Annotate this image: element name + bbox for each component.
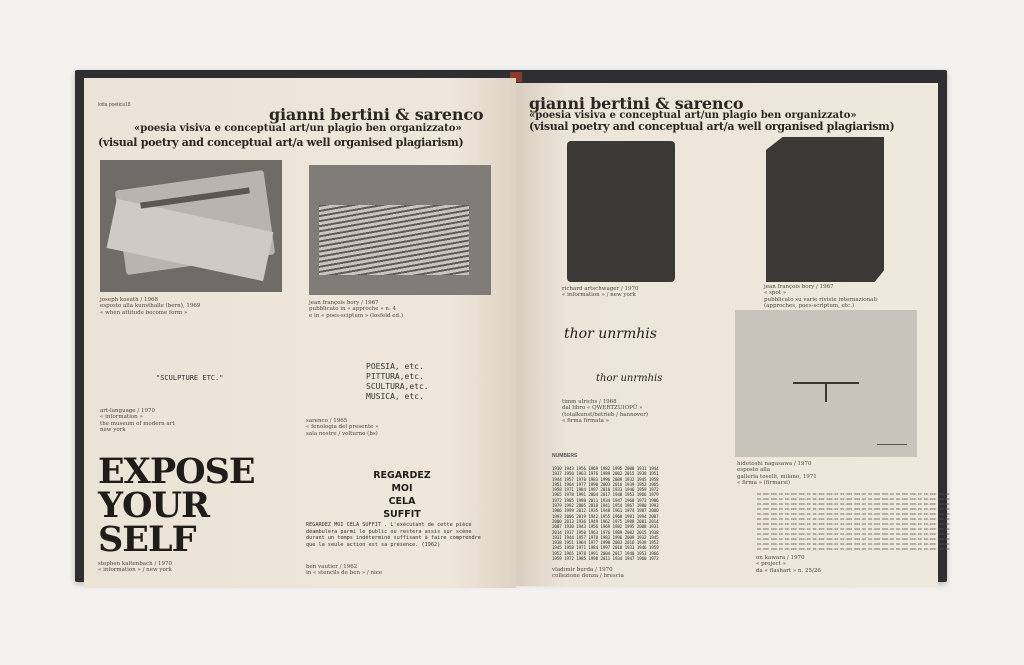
regardez-paragraph: REGARDEZ MOI CELA SUFFIT . L'exécutant de cette pièce déambulera parmi le public ou restera assis sur scène durant un temps indéterminé suffisant à faire comprendre que la seule action est sa présence. (1962) <box>306 522 481 548</box>
poesia-list: POESIA, etc. PITTURA,etc. SCULTURA,etc. MUSICA, etc. <box>366 362 429 401</box>
expose-your-self-artwork: EXPOSE YOUR SELF <box>98 451 255 560</box>
caption-kosuth: joseph kosuth / 1968 esposto alla kunsthalle (bern), 1969 « when attitude become form » <box>100 297 201 316</box>
left-subtitle-en: (visual poetry and conceptual art/a well organised plagiarism) <box>98 136 464 149</box>
caption-ulrichs: timm ulrichs / 1968 dal libro « QWERTZUIOPÜ » (totalkunst/betrieb / hannover) « firma firmata » <box>562 399 649 425</box>
papers-stack-photo <box>309 165 491 295</box>
left-page <box>84 78 516 588</box>
caption-nagasawa: hidetoshi nagasawa / 1970 esposto alla galleria toselli, milano, 1971 « firma » (firmarsi) <box>737 461 817 487</box>
signature-large: thor unrmhis <box>564 326 657 342</box>
caption-artschwager: richard artschwager / 1970 « information » / new york <box>562 286 639 299</box>
caption-bory-2: jean françois bory / 1967 « spot » pubblicato su varie riviste internazionali (approches, poes-scriptum, etc.) <box>764 284 877 310</box>
signature-small: thor unrmhis <box>596 373 663 384</box>
numbers-grid-artwork: 1930 1943 1956 1969 1982 1995 2008 1931 1944 1937 1950 1963 1976 1989 2002 2015 1938 1951 1944 1957 1970 1983 1996 2009 1932 1945 1958 1951 1964 1977 1990 2003 2016 1939 1952 1965 1958 1971 1984 1997 2010 1933 1946 1959 1972 1965 1978 1991 2004 2017 1940 1953 1966 1979 1972 1985 1998 2011 1934 1947 1960 1973 1986 1979 1992 2005 2018 1941 1954 1967 1980 1993 1986 1999 2012 1935 1948 1961 1974 1987 2000 1993 2006 2019 1942 1955 1968 1981 1994 2007 2000 2013 1936 1949 1962 1975 1988 2001 2014 2007 1930 1943 1956 1969 1982 1995 2008 1931 2014 1937 1950 1963 1976 1989 2002 2015 1938 1931 1944 1957 1970 1983 1996 2009 1932 1945 1938 1951 1964 1977 1990 2003 2016 1939 1952 1945 1958 1971 1984 1997 2010 1933 1946 1959 1952 1965 1978 1991 2004 2017 1940 1953 1966 1959 1972 1985 1998 2011 1934 1947 1960 1973 <box>552 466 659 562</box>
sculpture-text: "SCULPTURE ETC." <box>156 374 224 382</box>
caption-sarenco: sarenco / 1965 « fenologia del presente » sala nostre / volturno (bs) <box>306 418 379 437</box>
artschwager-panel <box>567 141 675 282</box>
caption-kaltenbach: stephen kaltenbach / 1970 « information » / new york <box>98 561 173 574</box>
bory-spot-panel <box>766 137 884 282</box>
newspaper-photo <box>100 160 282 292</box>
kawara-project-artwork: oo.ooo ooo.oo oo.ooo ooo.oo oo.ooo ooo.oo oo.ooo ooo.oo oo.ooo ooo.oo oo.ooo ooo.oo oo.ooo oo.ooo ooo.oo oo.ooo ooo.oo oo.ooo ooo.oo oo.ooo ooo.oo oo.ooo ooo.oo oo.ooo ooo.oo oo.ooo oo.ooo ooo.oo oo.ooo ooo.oo oo.ooo ooo.oo oo.ooo ooo.oo oo.ooo ooo.oo oo.ooo ooo.oo oo.ooo oo.ooo ooo.oo oo.ooo ooo.oo oo.ooo ooo.oo oo.ooo ooo.oo oo.ooo ooo.oo oo.ooo ooo.oo oo.ooo oo.ooo ooo.oo oo.ooo ooo.oo oo.ooo ooo.oo oo.ooo ooo.oo oo.ooo ooo.oo oo.ooo ooo.oo oo.ooo oo.ooo ooo.oo oo.ooo ooo.oo oo.ooo ooo.oo oo.ooo ooo.oo oo.ooo ooo.oo oo.ooo ooo.oo oo.ooo oo.ooo ooo.oo oo.ooo ooo.oo oo.ooo ooo.oo oo.ooo ooo.oo oo.ooo ooo.oo oo.ooo ooo.oo oo.ooo oo.ooo ooo.oo oo.ooo ooo.oo oo.ooo ooo.oo oo.ooo ooo.oo oo.ooo ooo.oo oo.ooo ooo.oo oo.ooo oo.ooo ooo.oo oo.ooo ooo.oo oo.ooo ooo.oo oo.ooo ooo.oo oo.ooo ooo.oo oo.ooo ooo.oo oo.ooo oo.ooo ooo.oo oo.ooo ooo.oo oo.ooo ooo.oo oo.ooo ooo.oo oo.ooo ooo.oo oo.ooo ooo.oo oo.ooo oo.ooo ooo.oo oo.ooo ooo.oo oo.ooo ooo.oo oo.ooo ooo.oo oo.ooo ooo.oo oo.ooo ooo.oo oo.ooo oo.ooo ooo.oo oo.ooo ooo.oo oo.ooo ooo.oo oo.ooo ooo.oo oo.ooo ooo.oo oo.ooo ooo.oo oo.ooo <box>757 492 936 551</box>
series-label: lotta poetica18 <box>98 102 131 108</box>
right-subtitle-en: (visual poetry and conceptual art/a well organised plagiarism) <box>529 120 895 133</box>
right-subtitle-it: «poesia visiva e conceptual art/un plagio ben organizzato» <box>529 110 857 121</box>
caption-vautier: ben vautier / 1962 in « stencils de ben » / nice <box>306 564 383 577</box>
numbers-header: NUMBERS <box>552 453 578 459</box>
right-page <box>516 83 938 586</box>
left-title: gianni bertini & sarenco <box>269 105 484 124</box>
caption-kawara: on kawara / 1970 « project » da « flashart » n. 25/26 <box>756 555 821 574</box>
caption-artlanguage: art-language / 1970 « information » the museum of modern art new york <box>100 408 175 434</box>
caption-bory-1: jean françois bory / 1967 pubblicato in « approche » n. 4 e in « poes-sciptum » (losfeld ed.) <box>309 300 403 319</box>
right-title: gianni bertini & sarenco <box>529 94 744 113</box>
nagasawa-photo <box>735 310 917 457</box>
caption-burda: vladimir burda / 1970 collezione denza / brescia <box>552 567 624 580</box>
left-subtitle-it: «poesia visiva e conceptual art/un plagio ben organizzato» <box>134 123 462 134</box>
regardez-artwork: REGARDEZ MOI CELA SUFFIT <box>373 470 431 520</box>
